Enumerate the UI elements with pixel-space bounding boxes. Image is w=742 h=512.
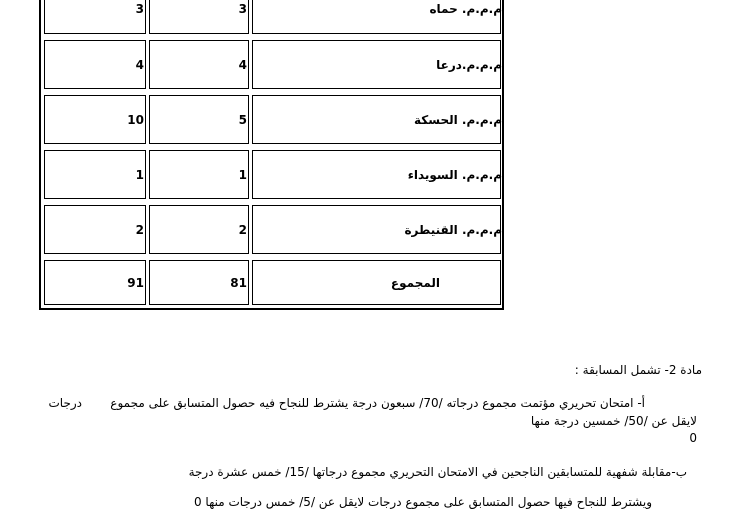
cell-name: م.م.م.درعا [252,40,501,89]
table-row-total [41,257,502,308]
cell-name: م.م.م. السويداء [252,150,501,199]
item-a-word: درجات [48,396,82,410]
item-b-line2: ويشترط للنجاح فيها حصول المتسابق على مجموع درجات لايقل عن /5/ خمس درجات منها 0 [193,495,652,509]
table-row [41,37,502,92]
item-a-line2: لايقل عن /50/ خمسين درجة منها [530,414,697,428]
cell-value-b: 1 [149,150,249,199]
cell-total-a: 91 [44,260,146,305]
cell-value-a: 4 [44,40,146,89]
results-table [39,0,504,310]
cell-total-b: 81 [149,260,249,305]
cell-name: م.م.م. الحسكة [252,95,501,144]
cell-value-b: 3 [149,0,249,34]
article-heading: مادة 2- تشمل المسابقة : [574,363,702,377]
cell-name: م.م.م. القنيطرة [252,205,501,254]
item-a-line3: 0 [689,431,697,445]
cell-value-a: 3 [44,0,146,34]
cell-value-a: 1 [44,150,146,199]
item-a-line1: أ- امتحان تحريري مؤتمت مجموع درجاته /70/ سبعون درجة يشترط للنجاح فيه حصول المتسابق على مجموع [110,396,645,410]
item-b-line1: ب-مقابلة شفهية للمتسابقين الناجحين في الامتحان التحريري مجموع درجاتها /15/ خمس عشرة درجة [188,465,687,479]
cell-value-b: 4 [149,40,249,89]
cell-total-label: المجموع [252,260,501,305]
table-row [41,202,502,257]
cell-value-a: 10 [44,95,146,144]
table-row [41,92,502,147]
cell-name: م.م.م. حماه [252,0,501,34]
table-row [41,0,502,37]
table-row [41,147,502,202]
cell-value-a: 2 [44,205,146,254]
cell-value-b: 2 [149,205,249,254]
cell-value-b: 5 [149,95,249,144]
